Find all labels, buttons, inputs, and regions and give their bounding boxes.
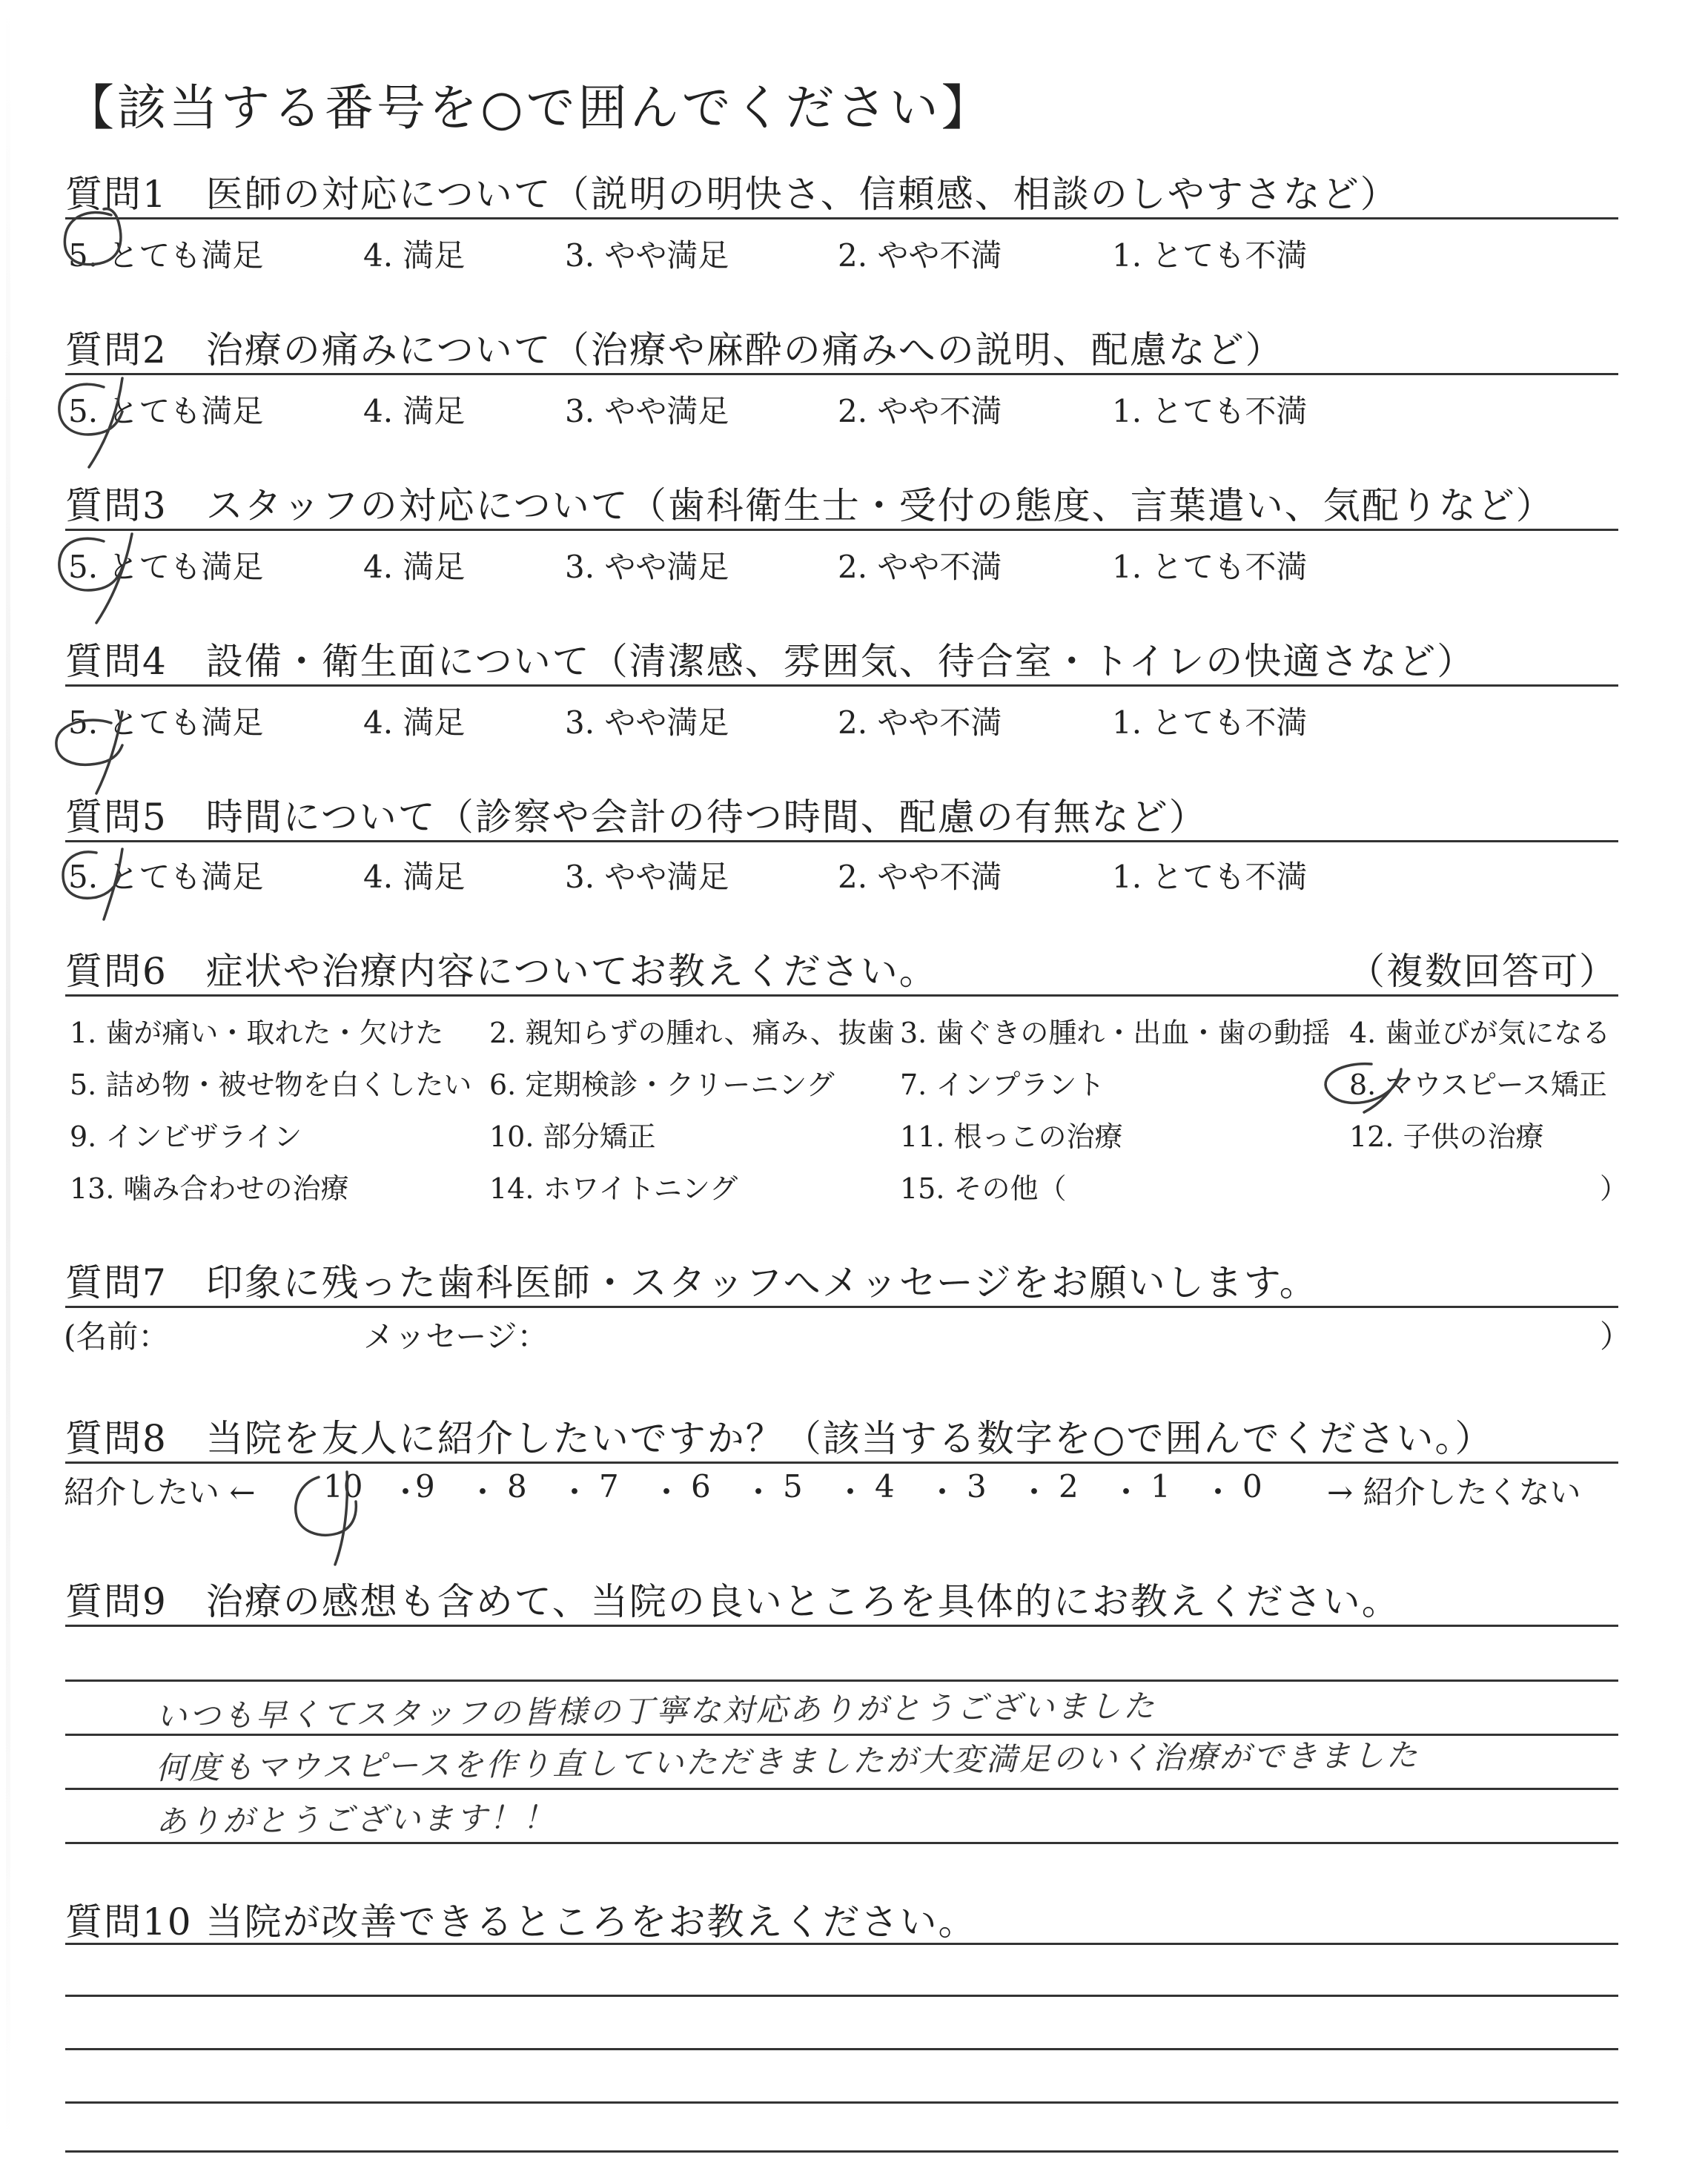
option-2[interactable]: 2. やや不満 [838, 549, 1002, 585]
symptom-item-11[interactable]: 11. 根っこの治療 [900, 1120, 1123, 1153]
question-heading: 質問9 治療の感想も含めて、当院の良いところを具体的にお教えください。 [65, 1580, 1400, 1623]
option-4[interactable]: 4. 満足 [363, 549, 466, 585]
scale-value-4[interactable]: 4 [875, 1468, 895, 1505]
option-3[interactable]: 3. やや満足 [565, 704, 729, 741]
option-3[interactable]: 3. やや満足 [565, 859, 729, 895]
scan-edge [6, 0, 10, 2150]
scale-value-10[interactable]: 10 [323, 1468, 363, 1505]
question-heading: 質問2 治療の痛みについて（治療や麻酔の痛みへの説明、配慮など） [65, 328, 1284, 371]
divider [65, 1306, 1618, 1308]
scale-separator: ・ [651, 1474, 683, 1510]
symptom-item-15[interactable]: 15. その他（ [900, 1172, 1067, 1205]
question-heading: 質問6 症状や治療内容についてお教えください。 [65, 950, 938, 993]
scale-value-7[interactable]: 7 [599, 1468, 619, 1505]
recommend-left-label: 紹介したい ← [64, 1474, 256, 1510]
page-title: 【該当する番号を○で囲んでください】 [65, 79, 993, 136]
symptom-item-10[interactable]: 10. 部分矯正 [489, 1120, 656, 1153]
message-close-paren: ） [1600, 1318, 1632, 1355]
scale-separator: ・ [743, 1474, 775, 1510]
multiple-answers-note: （複数回答可） [1348, 950, 1618, 993]
answer-line [65, 1788, 1618, 1790]
scale-value-3[interactable]: 3 [967, 1468, 987, 1505]
option-2[interactable]: 2. やや不満 [838, 859, 1002, 895]
option-3[interactable]: 3. やや満足 [565, 393, 729, 429]
answer-line [65, 1842, 1618, 1844]
option-1[interactable]: 1. とても不満 [1112, 859, 1308, 895]
scale-value-5[interactable]: 5 [783, 1468, 803, 1505]
option-4[interactable]: 4. 満足 [363, 237, 466, 274]
question-heading: 質問7 印象に残った歯科医師・スタッフへメッセージをお願いします。 [65, 1261, 1318, 1304]
scale-value-0[interactable]: 0 [1242, 1468, 1262, 1505]
scale-separator: ・ [1110, 1474, 1142, 1510]
scale-separator: ・ [467, 1474, 499, 1510]
handwritten-answer-line-1[interactable]: いつも早くてスタッフの皆様の丁寧な対応ありがとうございました [155, 1687, 1157, 1734]
question-heading: 質問4 設備・衛生面について（清潔感、雰囲気、待合室・トイレの快適さなど） [65, 640, 1476, 683]
divider [65, 1462, 1618, 1464]
scale-value-8[interactable]: 8 [507, 1468, 527, 1505]
scale-value-6[interactable]: 6 [691, 1468, 711, 1505]
handwritten-answer-line-2[interactable]: 何度もマウスピースを作り直していただきましたが大変満足のいく治療ができました [155, 1737, 1420, 1786]
option-3[interactable]: 3. やや満足 [565, 237, 729, 274]
option-1[interactable]: 1. とても不満 [1112, 237, 1308, 274]
symptom-item-3[interactable]: 3. 歯ぐきの腫れ・出血・歯の動揺 [900, 1017, 1331, 1049]
scale-separator: ・ [927, 1474, 959, 1510]
symptom-item-5[interactable]: 5. 詰め物・被せ物を白くしたい [70, 1069, 472, 1101]
scale-separator: ・ [559, 1474, 591, 1510]
answer-line[interactable] [65, 1995, 1618, 1997]
symptom-item-7[interactable]: 7. インプラント [900, 1069, 1105, 1101]
option-5[interactable]: 5. とても満足 [68, 549, 264, 585]
scale-separator: ・ [835, 1474, 867, 1510]
option-5[interactable]: 5. とても満足 [68, 859, 264, 895]
symptom-item-13[interactable]: 13. 噛み合わせの治療 [70, 1172, 349, 1205]
question-heading: 質問5 時間について（診察や会計の待つ時間、配慮の有無など） [65, 796, 1208, 839]
question-heading: 質問1 医師の対応について（説明の明快さ、信頼感、相談のしやすさなど） [65, 173, 1399, 216]
question-heading: 質問3 スタッフの対応について（歯科衛生士・受付の態度、言葉遣い、気配りなど） [65, 484, 1555, 527]
scale-value-9[interactable]: 9 [415, 1468, 435, 1505]
option-4[interactable]: 4. 満足 [363, 393, 466, 429]
divider [65, 994, 1618, 997]
symptom-item-4[interactable]: 4. 歯並びが気になる [1349, 1017, 1611, 1049]
option-1[interactable]: 1. とても不満 [1112, 704, 1308, 741]
divider [65, 684, 1618, 687]
question-heading: 質問8 当院を友人に紹介したいですか？（該当する数字を○で囲んでください。） [65, 1417, 1494, 1460]
name-field-label[interactable]: (名前： [64, 1318, 170, 1355]
symptom-item-2[interactable]: 2. 親知らずの腫れ、痛み、抜歯 [489, 1017, 895, 1049]
divider [65, 373, 1618, 375]
scale-value-1[interactable]: 1 [1151, 1468, 1171, 1505]
option-2[interactable]: 2. やや不満 [838, 237, 1002, 274]
scale-separator: ・ [390, 1474, 422, 1510]
question-heading: 質問10 当院が改善できるところをお教えください。 [65, 1900, 977, 1943]
option-5[interactable]: 5. とても満足 [68, 704, 264, 741]
option-2[interactable]: 2. やや不満 [838, 393, 1002, 429]
symptom-item-1[interactable]: 1. 歯が痛い・取れた・欠けた [70, 1017, 444, 1049]
symptom-item-8[interactable]: 8. マウスピース矯正 [1349, 1069, 1607, 1101]
option-1[interactable]: 1. とても不満 [1112, 549, 1308, 585]
option-5[interactable]: 5. とても満足 [68, 393, 264, 429]
scale-separator: ・ [1202, 1474, 1234, 1510]
recommend-right-label: → 紹介したくない [1327, 1474, 1581, 1510]
answer-line[interactable] [65, 2150, 1618, 2153]
option-3[interactable]: 3. やや満足 [565, 549, 729, 585]
answer-line [65, 1680, 1618, 1682]
divider [65, 217, 1618, 219]
symptom-item-6[interactable]: 6. 定期検診・クリーニング [489, 1069, 835, 1101]
option-2[interactable]: 2. やや不満 [838, 704, 1002, 741]
symptom-item-12[interactable]: 12. 子供の治療 [1349, 1120, 1544, 1153]
divider [65, 1943, 1618, 1945]
scale-value-2[interactable]: 2 [1059, 1468, 1079, 1505]
option-4[interactable]: 4. 満足 [363, 859, 466, 895]
answer-line[interactable] [65, 2048, 1618, 2050]
option-5[interactable]: 5. とても満足 [68, 237, 264, 274]
handwritten-answer-line-3[interactable]: ありがとうございます！！ [155, 1799, 557, 1840]
option-1[interactable]: 1. とても不満 [1112, 393, 1308, 429]
divider [65, 840, 1618, 842]
scale-separator: ・ [1019, 1474, 1050, 1510]
other-close-paren: ） [1600, 1172, 1629, 1205]
symptom-item-9[interactable]: 9. インビザライン [70, 1120, 302, 1153]
message-field-label[interactable]: メッセージ： [363, 1318, 549, 1355]
divider [65, 529, 1618, 531]
answer-line[interactable] [65, 2101, 1618, 2104]
divider [65, 1625, 1618, 1627]
symptom-item-14[interactable]: 14. ホワイトニング [489, 1172, 738, 1205]
option-4[interactable]: 4. 満足 [363, 704, 466, 741]
